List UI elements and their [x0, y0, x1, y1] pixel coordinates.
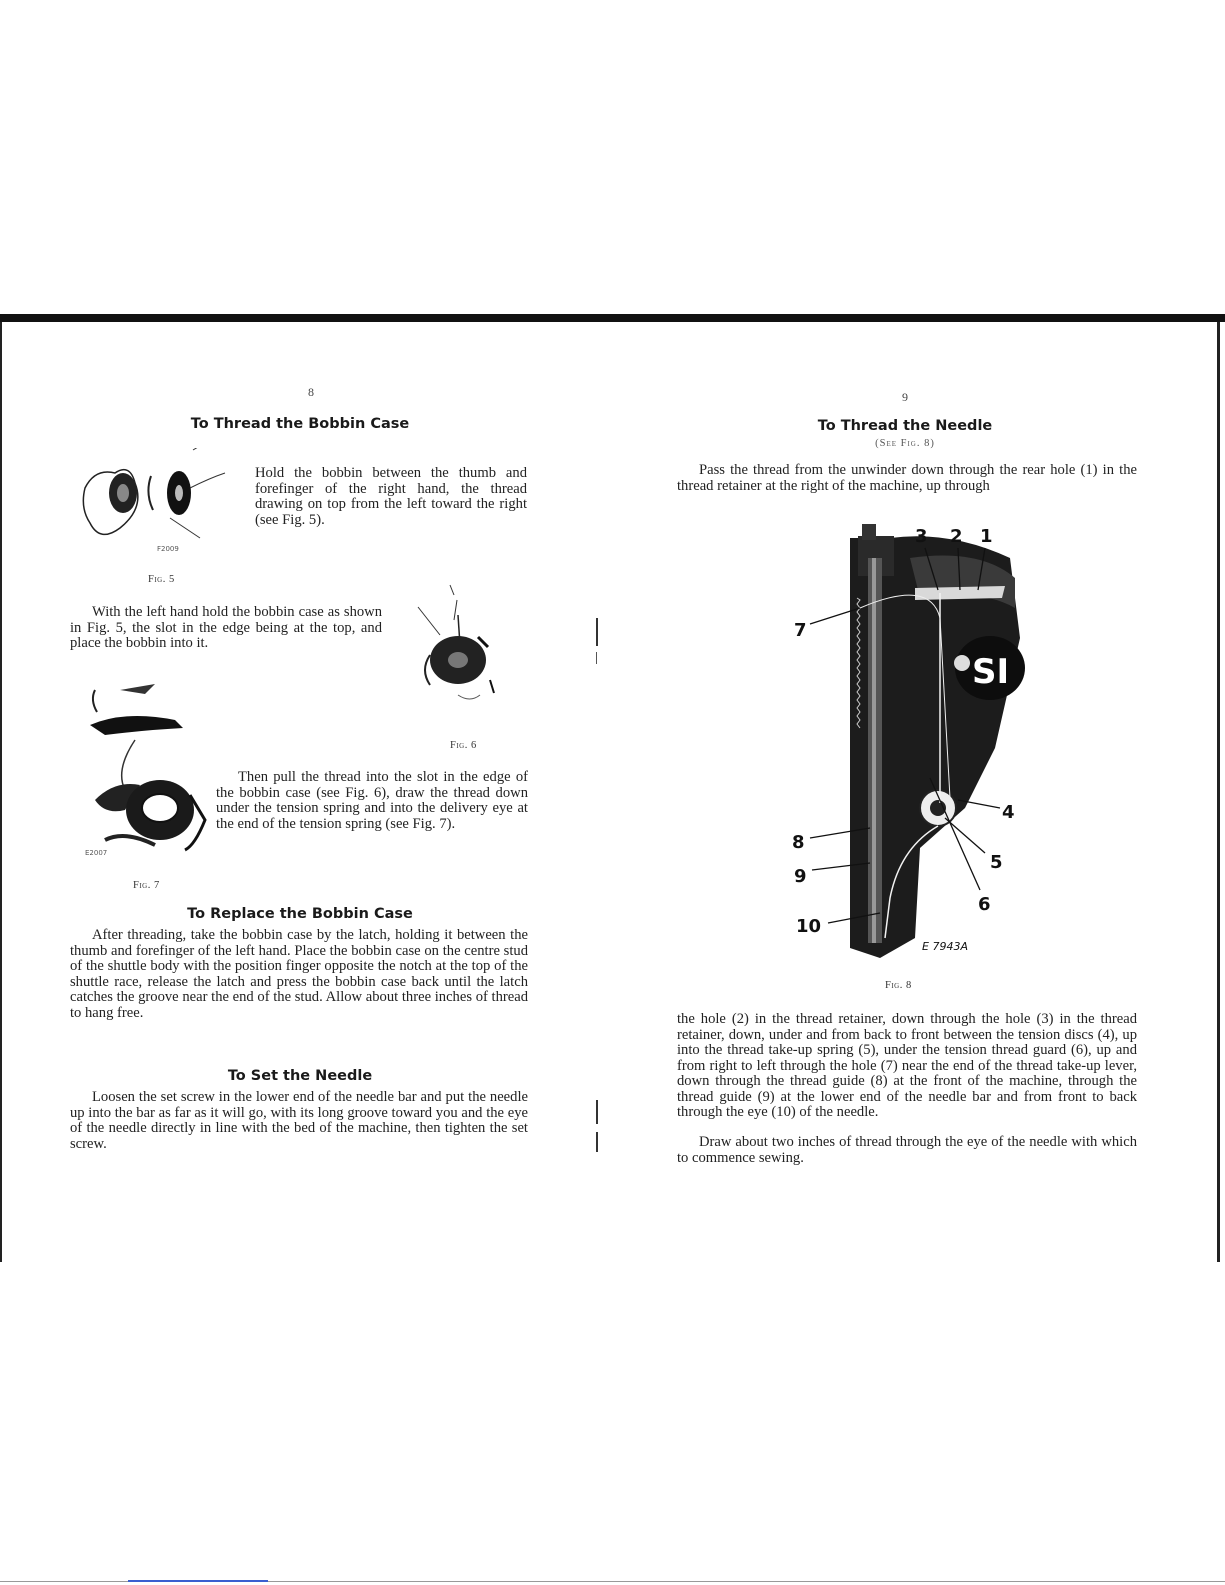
paragraph-pass-thread: Pass the thread from the unwinder down through the rear hole (1) in the thread retainer at the right of the machine, up through: [677, 462, 1137, 494]
paragraph-draw-thread: Draw about two inches of thread through the eye of the needle with which to commence sewing.: [677, 1134, 1137, 1166]
gutter-mark-upper-small: [596, 652, 597, 664]
spread-top-border: [0, 314, 1225, 322]
paragraph-hold-bobbin: Hold the bobbin between the thumb and forefinger of the right hand, the thread drawing on top from the left toward the right (see Fig. 5).: [255, 465, 527, 528]
fig8-label-3: 3: [915, 526, 928, 547]
figure-7-bobbin-case-threading-illustration: [85, 680, 215, 860]
paragraph-thread-path: the hole (2) in the thread retainer, down through the hole (3) in the thread retainer, down, under and from back to front between the tension discs (4), up into the thread take-up spring (5), under the tension thread guard (6), up and from right to left through the hole (7) near the end of the thread take-up lever, down through the thread guide (8) at the front of the machine, through the thread guide (9) at the lower end of the needle bar and from front to back through the eye (10) of the needle.: [677, 1011, 1137, 1120]
fig8-caption: Fig. 8: [885, 980, 912, 991]
figure-8-needle-threading-illustration: [790, 518, 1025, 958]
heading-thread-bobbin-case: To Thread the Bobbin Case: [190, 416, 410, 432]
see-fig-8-reference: (See Fig. 8): [875, 438, 935, 449]
paragraph-replace-bobbin-case: After threading, take the bobbin case by the latch, holding it between the thumb and forefinger of the left hand. Place the bobbin case on the centre stud of the shuttle body with the position finger opposite the notch at the top of the shuttle race, release the latch and press the bobbin case back until the latch catches the groove near the end of the stud. Allow about three inches of thread to hang free.: [70, 927, 528, 1021]
fig5-caption: Fig. 5: [148, 574, 175, 585]
fig8-label-4: 4: [1002, 802, 1015, 823]
viewer-scroll-indicator: [128, 1580, 268, 1582]
fig8-code: E 7943A: [922, 940, 968, 953]
figure-6-bobbin-case-illustration: [410, 575, 520, 725]
fig7-code: E2007: [85, 849, 108, 857]
fig8-label-2: 2: [950, 526, 963, 547]
right-page-number: 9: [902, 390, 908, 404]
machine-brand-fragment: SI: [972, 652, 1010, 692]
fig5-code: F2009: [157, 545, 179, 553]
fig8-label-8: 8: [792, 832, 805, 853]
fig8-label-1: 1: [980, 526, 993, 547]
left-page-number: 8: [308, 385, 314, 399]
fig8-label-5: 5: [990, 852, 1003, 873]
spread-right-border: [1217, 322, 1220, 1262]
fig8-label-9: 9: [794, 866, 807, 887]
heading-set-needle: To Set the Needle: [227, 1068, 373, 1084]
fig8-label-10: 10: [796, 916, 822, 937]
paragraph-pull-thread: Then pull the thread into the slot in the edge of the bobbin case (see Fig. 6), draw the thread down under the tension spring and into the delivery eye at the end of the tension spring (see Fig. 7).: [216, 769, 528, 832]
fig8-label-6: 6: [978, 894, 991, 915]
figure-5-bobbin-illustration: [75, 448, 235, 560]
heading-replace-bobbin-case: To Replace the Bobbin Case: [187, 906, 413, 922]
gutter-mark-lower-2: [596, 1132, 598, 1152]
heading-thread-needle: To Thread the Needle: [817, 418, 993, 434]
spread-left-border: [0, 322, 2, 1262]
gutter-mark-upper: [596, 618, 598, 646]
fig6-caption: Fig. 6: [450, 740, 477, 751]
fig8-label-7: 7: [794, 620, 807, 641]
gutter-mark-lower: [596, 1100, 598, 1124]
paragraph-left-hand: With the left hand hold the bobbin case as shown in Fig. 5, the slot in the edge being at the top, and place the bobbin into it.: [70, 604, 382, 651]
paragraph-set-needle: Loosen the set screw in the lower end of the needle bar and put the needle up into the bar as far as it will go, with its long groove toward you and the eye of the needle directly in line with the bed of the machine, then tighten the set screw.: [70, 1089, 528, 1152]
fig7-caption: Fig. 7: [133, 880, 160, 891]
